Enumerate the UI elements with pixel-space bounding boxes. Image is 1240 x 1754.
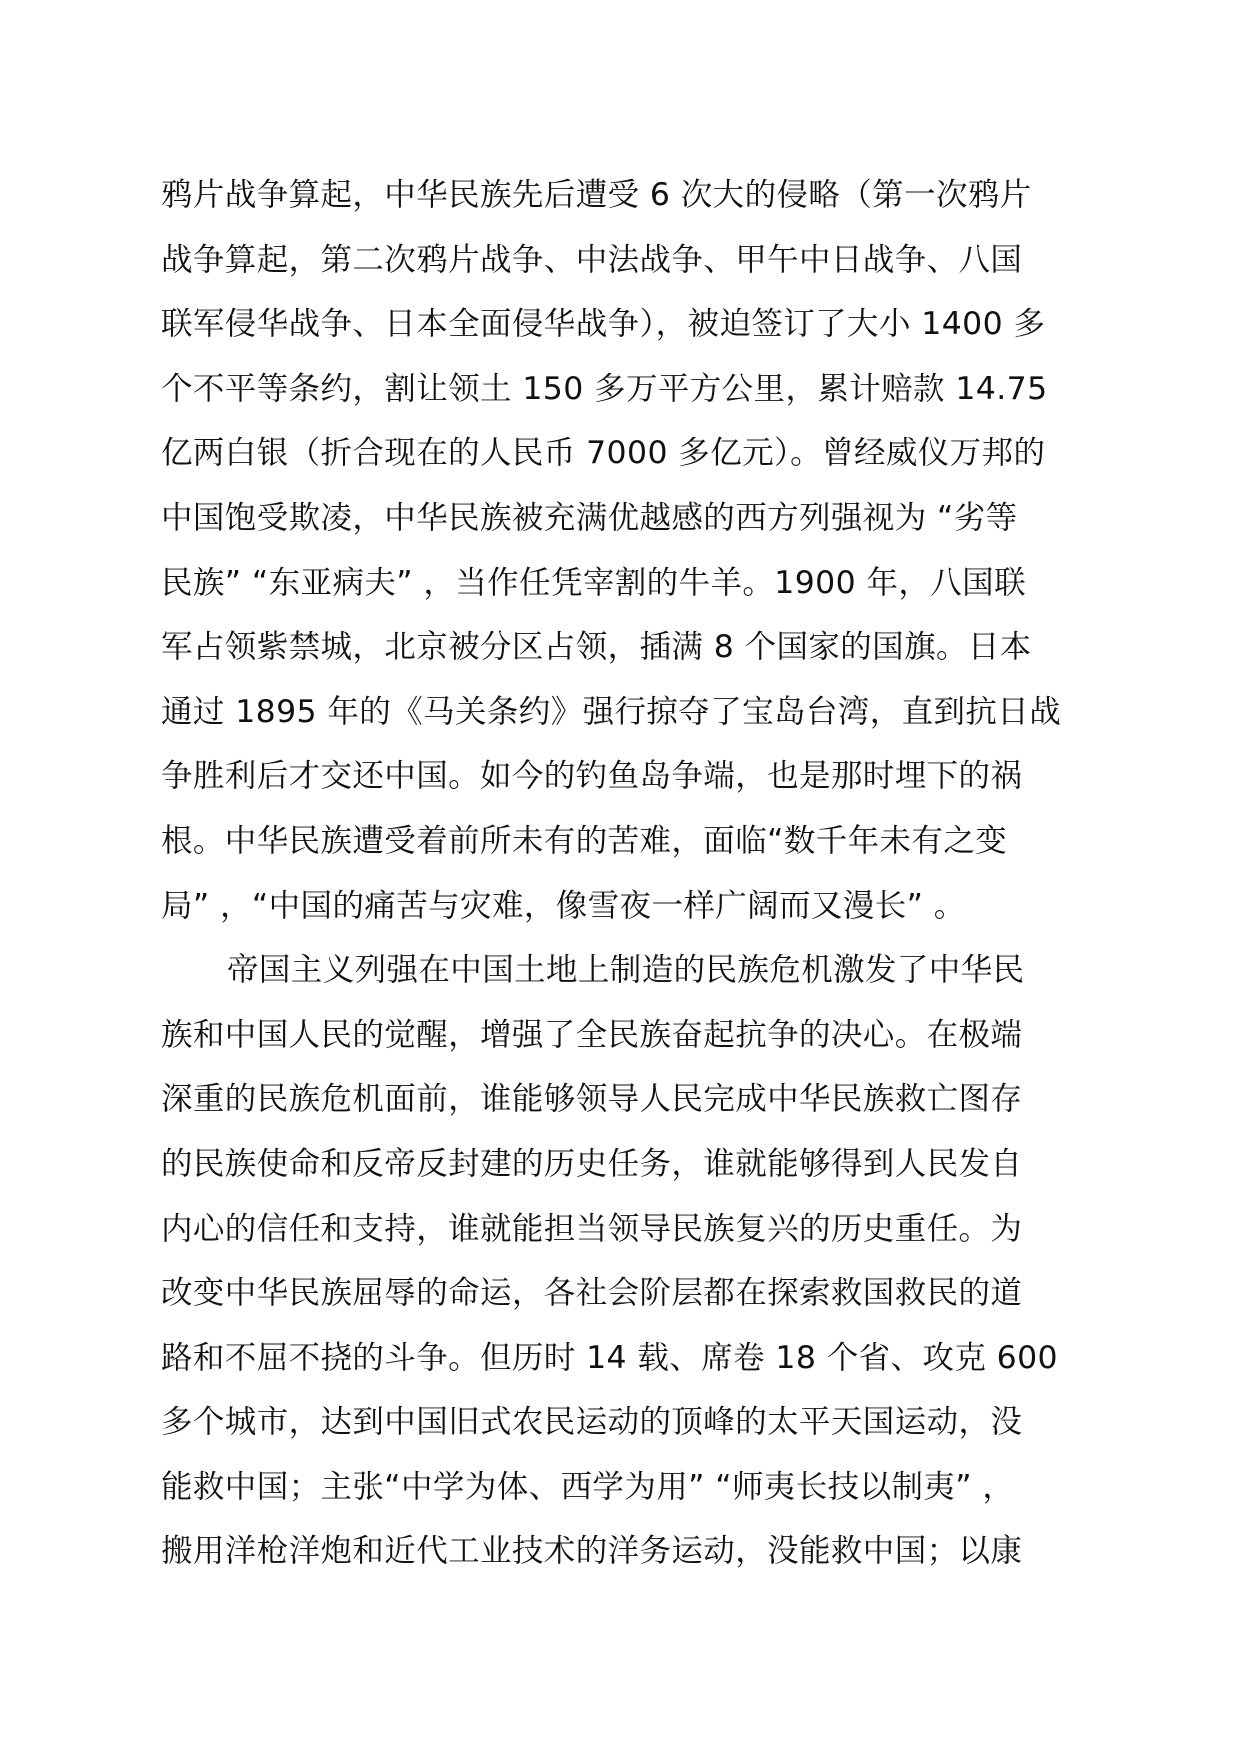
text-line: 中国饱受欺凌，中华民族被充满优越感的西方列强视为 “劣等	[161, 499, 1018, 536]
text-line: 民族” “东亚病夫” ，当作任凭宰割的牛羊。1900 年，八国联	[161, 564, 1026, 601]
text-line: 改变中华民族屈辱的命运，各社会阶层都在探索救国救民的道	[161, 1275, 1023, 1312]
body-text	[161, 163, 1101, 1584]
text-line: 能救中国；主张“中学为体、西学为用” “师夷长技以制夷” ，	[161, 1468, 1015, 1505]
text-line: 联军侵华战争、日本全面侵华战争），被迫签订了大小 1400 多	[161, 306, 1046, 343]
text-line: 搬用洋枪洋炮和近代工业技术的洋务运动，没能救中国；以康	[161, 1533, 1023, 1570]
text-line: 亿两白银（折合现在的人民币 7000 多亿元）。曾经威仪万邦的	[161, 435, 1046, 472]
text-line: 根。中华民族遭受着前所未有的苦难，面临“数千年未有之变	[161, 822, 1008, 859]
text-line: 通过 1895 年的《马关条约》强行掠夺了宝岛台湾，直到抗日战	[161, 693, 1062, 730]
text-line: 个不平等条约，割让领土 150 多万平方公里，累计赔款 14.75	[161, 370, 1048, 407]
text-line: 内心的信任和支持，谁就能担当领导民族复兴的历史重任。为	[161, 1210, 1023, 1247]
paragraph-first-line: 帝国主义列强在中国土地上制造的民族危机激发了中华民	[227, 952, 1025, 989]
text-line: 争胜利后才交还中国。如今的钓鱼岛争端，也是那时埋下的祸	[161, 758, 1023, 795]
text-line: 鸦片战争算起，中华民族先后遭受 6 次大的侵略（第一次鸦片	[161, 177, 1032, 213]
text-line: 族和中国人民的觉醒，增强了全民族奋起抗争的决心。在极端	[161, 1016, 1023, 1053]
text-line: 军占领紫禁城，北京被分区占领，插满 8 个国家的国旗。日本	[161, 629, 1032, 666]
text-line: 多个城市，达到中国旧式农民运动的顶峰的太平天国运动，没	[161, 1404, 1023, 1441]
text-line: 局” ，“中国的痛苦与灾难，像雪夜一样广阔而又漫长” 。	[161, 887, 966, 924]
text-line: 的民族使命和反帝反封建的历史任务，谁就能够得到人民发自	[161, 1145, 1023, 1182]
text-line: 战争算起，第二次鸦片战争、中法战争、甲午中日战争、八国	[161, 241, 1023, 278]
text-line: 深重的民族危机面前，谁能够领导人民完成中华民族救亡图存	[161, 1081, 1023, 1118]
text-line: 路和不屈不挠的斗争。但历时 14 载、席卷 18 个省、攻克 600	[161, 1339, 1058, 1376]
